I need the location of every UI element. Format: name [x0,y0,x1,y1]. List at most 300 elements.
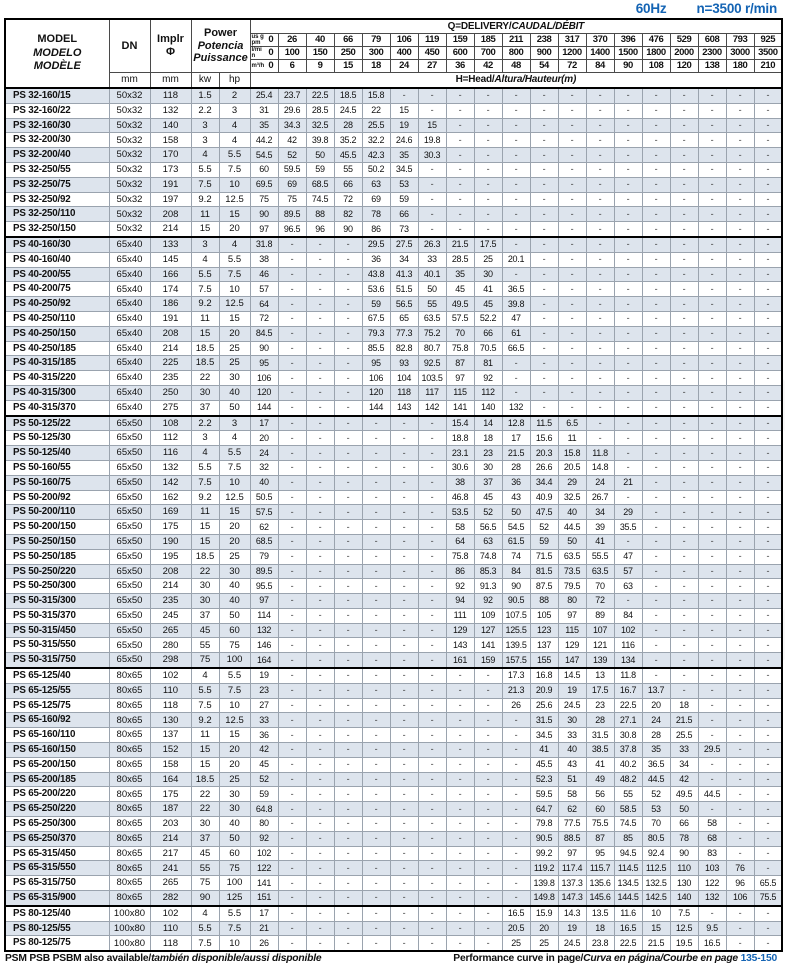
head-value-cell: 115 [446,385,474,400]
head-value-cell: 84 [502,564,530,579]
head-value-cell: - [614,460,642,475]
head-value-cell: 12.5 [670,921,698,936]
head-value-cell: - [642,237,670,252]
head-value-cell: 43 [558,757,586,772]
head-value-cell: - [334,460,362,475]
head-value-cell: - [726,623,754,638]
head-value-cell: 26.3 [418,237,446,252]
head-value-cell: 83 [698,846,726,861]
hp-cell: 50 [219,400,250,415]
head-value-cell: 102 [250,846,278,861]
head-value-cell: - [362,431,390,446]
head-value-cell: - [754,564,782,579]
dn-cell: 80x65 [109,728,150,743]
head-value-cell: 31 [250,103,278,118]
head-value-cell: - [306,846,334,861]
head-value-cell: - [726,713,754,728]
head-value-cell: 19 [558,683,586,698]
flow-value-header: 185 [474,34,502,47]
head-value-cell: 137 [530,638,558,653]
head-value-cell: - [474,876,502,891]
head-value-cell: 34 [390,252,418,267]
head-value-cell: 59 [250,787,278,802]
head-value-cell: - [726,906,754,921]
kw-cell: 22 [191,787,219,802]
head-value-cell: 129 [558,638,586,653]
head-value-cell: - [446,88,474,103]
head-value-cell: 145.6 [586,891,614,906]
head-value-cell: 75.5 [754,891,782,906]
head-value-cell: 140 [474,400,502,415]
head-value-cell: 142 [418,400,446,415]
head-value-cell: 15.8 [362,88,390,103]
head-value-cell: - [698,728,726,743]
head-value-cell: - [334,638,362,653]
hp-cell: 50 [219,831,250,846]
head-value-cell: - [726,133,754,148]
head-value-cell: 11 [558,431,586,446]
hp-cell: 12.5 [219,297,250,312]
head-value-cell: - [642,371,670,386]
head-value-cell: - [418,683,446,698]
head-value-cell: - [670,608,698,623]
head-value-cell: - [334,876,362,891]
head-value-cell: 63 [362,177,390,192]
head-value-cell: - [334,668,362,683]
impeller-cell: 225 [150,356,191,371]
head-value-cell: 69 [362,192,390,207]
head-value-cell: - [642,222,670,237]
head-value-cell: 38.5 [586,743,614,758]
flow-value-header: 119 [418,34,446,47]
head-value-cell: - [474,787,502,802]
head-value-cell: - [306,743,334,758]
kw-cell: 18.5 [191,549,219,564]
head-value-cell: - [754,921,782,936]
head-value-cell: - [754,460,782,475]
model-cell: PS 32-160/15 [5,88,109,103]
head-value-cell: - [278,683,306,698]
head-value-cell: - [698,446,726,461]
head-value-cell: - [754,162,782,177]
table-row [5,579,782,594]
dn-cell: 100x80 [109,921,150,936]
head-value-cell: - [418,475,446,490]
head-value-cell: - [754,638,782,653]
head-value-cell: 75 [278,192,306,207]
dn-cell: 65x40 [109,400,150,415]
head-value-cell: 70 [446,326,474,341]
head-value-cell: - [726,177,754,192]
head-value-cell: 59.5 [278,162,306,177]
kw-cell: 2.2 [191,103,219,118]
head-value-cell: - [530,162,558,177]
head-value-cell: - [306,802,334,817]
head-value-cell: - [306,772,334,787]
head-value-cell: 139 [586,653,614,668]
impeller-cell: 110 [150,921,191,936]
head-value-cell: - [698,490,726,505]
head-value-cell: - [586,311,614,326]
table-row [5,222,782,237]
kw-cell: 11 [191,311,219,326]
flow-zero-value: 0 [268,47,274,59]
impeller-cell: 108 [150,416,191,431]
head-value-cell: - [418,549,446,564]
head-value-cell: - [698,757,726,772]
head-value-cell: - [558,192,586,207]
head-value-cell: - [726,371,754,386]
head-value-cell: 73.5 [558,564,586,579]
head-value-cell: 52 [250,772,278,787]
head-value-cell: 24.6 [390,133,418,148]
head-value-cell: - [278,385,306,400]
head-value-cell: 112 [474,385,502,400]
head-value-cell: 106 [250,371,278,386]
head-value-cell: - [418,460,446,475]
model-cell: PS 65-125/55 [5,683,109,698]
head-value-cell: - [670,638,698,653]
head-value-cell: - [754,683,782,698]
head-value-cell: - [418,743,446,758]
head-value-cell: - [362,861,390,876]
head-value-cell: - [278,876,306,891]
flow-value-header: 108 [642,60,670,73]
head-value-cell: - [306,623,334,638]
head-value-cell: 63 [614,579,642,594]
impeller-cell: 130 [150,713,191,728]
head-value-cell: 22.5 [614,936,642,951]
head-value-cell: 20.1 [502,252,530,267]
head-value-cell: - [670,475,698,490]
flow-unit-label: m³/h [251,63,265,69]
head-value-cell: 88.5 [558,831,586,846]
flow-value-header: 1200 [558,47,586,60]
head-value-cell: - [334,549,362,564]
table-row [5,728,782,743]
hp-cell: 4 [219,133,250,148]
head-value-cell: - [754,207,782,222]
head-value-cell: 89 [586,608,614,623]
head-value-cell: - [502,876,530,891]
head-value-cell: 84 [614,608,642,623]
kw-cell: 22 [191,371,219,386]
head-value-cell: 56.5 [474,520,502,535]
head-value-cell: 134 [614,653,642,668]
table-row [5,252,782,267]
head-value-cell: - [474,668,502,683]
head-value-cell: - [530,222,558,237]
impeller-cell: 137 [150,728,191,743]
head-value-cell: - [698,341,726,356]
model-cell: PS 32-160/30 [5,118,109,133]
head-value-cell: - [530,103,558,118]
model-cell: PS 65-315/550 [5,861,109,876]
head-value-cell: - [418,579,446,594]
head-value-cell: - [726,772,754,787]
head-value-cell: - [698,177,726,192]
head-value-cell: - [362,772,390,787]
head-value-cell: 30 [558,713,586,728]
head-value-cell: 43 [502,490,530,505]
head-value-cell: - [530,356,558,371]
head-value-cell: 146 [250,638,278,653]
hp-cell: 5.5 [219,906,250,921]
model-cell: PS 40-160/30 [5,237,109,252]
model-cell: PS 65-315/450 [5,846,109,861]
kw-cell: 3 [191,133,219,148]
kw-cell: 5.5 [191,460,219,475]
head-value-cell: - [670,579,698,594]
head-value-cell: - [754,698,782,713]
head-value-cell: - [726,490,754,505]
dn-cell: 65x50 [109,520,150,535]
head-value-cell: 11.8 [586,446,614,461]
head-value-cell: - [670,118,698,133]
impeller-cell: 191 [150,311,191,326]
hp-cell: 10 [219,475,250,490]
head-value-cell: - [502,385,530,400]
head-value-cell: - [698,802,726,817]
head-value-cell: 10 [642,906,670,921]
head-value-cell: - [334,446,362,461]
head-value-cell: 142.5 [642,891,670,906]
head-value-cell: 49.5 [670,787,698,802]
flow-zero-value: 0 [268,34,274,46]
head-value-cell: - [334,921,362,936]
head-value-cell: 21.5 [642,936,670,951]
impeller-cell: 280 [150,638,191,653]
table-row [5,177,782,192]
head-value-cell: - [670,683,698,698]
head-value-cell: 125.5 [502,623,530,638]
impeller-header-line: Φ [165,46,176,58]
head-value-cell: - [754,520,782,535]
head-value-cell: - [670,416,698,431]
head-value-cell: - [754,906,782,921]
head-value-cell: - [558,148,586,163]
head-value-cell: - [418,192,446,207]
model-cell: PS 50-200/150 [5,520,109,535]
table-row [5,162,782,177]
head-value-cell: 6.5 [558,416,586,431]
head-value-cell: 45.5 [530,757,558,772]
head-value-cell: 44.2 [250,133,278,148]
head-value-cell: - [558,282,586,297]
head-value-cell: - [586,282,614,297]
head-value-cell: 26 [250,936,278,951]
hp-cell: 4 [219,431,250,446]
head-value-cell: - [474,148,502,163]
head-value-cell: - [614,282,642,297]
head-value-cell: 45 [474,297,502,312]
head-value-cell: 139.5 [502,638,530,653]
head-value-cell: 96.5 [278,222,306,237]
head-value-cell: 95 [250,356,278,371]
head-value-cell: - [418,831,446,846]
head-value-cell: - [726,817,754,832]
head-value-cell: - [362,891,390,906]
head-value-cell: - [754,222,782,237]
head-value-cell: - [390,787,418,802]
head-value-cell: 60 [586,802,614,817]
head-value-cell: - [614,594,642,609]
hp-cell: 30 [219,802,250,817]
impeller-cell: 195 [150,549,191,564]
head-value-cell: - [614,162,642,177]
head-value-cell: - [698,356,726,371]
head-value-cell: 34.5 [390,162,418,177]
head-value-cell: 24.5 [334,103,362,118]
head-value-cell: 29.5 [698,743,726,758]
head-value-cell: 16.8 [530,668,558,683]
head-value-cell: - [698,103,726,118]
head-value-cell: - [754,653,782,668]
head-value-cell: - [278,743,306,758]
model-cell: PS 50-200/92 [5,490,109,505]
head-value-cell: 15 [418,118,446,133]
head-value-cell: 23 [586,698,614,713]
head-value-cell: - [558,103,586,118]
head-value-cell: - [334,534,362,549]
head-header [250,73,782,89]
head-value-cell: 54.5 [502,520,530,535]
model-cell: PS 50-250/185 [5,549,109,564]
head-value-cell: - [698,534,726,549]
head-value-cell: 19 [250,668,278,683]
head-value-cell: - [754,623,782,638]
head-value-cell: 34 [586,505,614,520]
head-value-cell: 43.8 [362,267,390,282]
dn-cell: 65x40 [109,341,150,356]
head-value-cell: - [446,757,474,772]
head-value-cell: 92 [446,579,474,594]
head-value-cell: 32.5 [558,490,586,505]
flow-value-header: 18 [362,60,390,73]
head-value-cell: 41 [474,282,502,297]
head-value-cell: - [418,564,446,579]
head-value-cell: 44.5 [642,772,670,787]
head-value-cell: - [446,222,474,237]
kw-cell: 22 [191,564,219,579]
head-value-cell: - [642,400,670,415]
head-value-cell: 132.5 [642,876,670,891]
head-value-cell: - [614,534,642,549]
head-value-cell: - [446,861,474,876]
head-value-cell: - [642,460,670,475]
kw-cell: 37 [191,400,219,415]
head-value-cell: - [698,431,726,446]
impeller-cell: 158 [150,757,191,772]
dn-cell: 50x32 [109,148,150,163]
head-value-cell: - [698,133,726,148]
kw-cell: 7.5 [191,698,219,713]
table-row [5,802,782,817]
model-cell: PS 50-250/220 [5,564,109,579]
head-value-cell: - [362,460,390,475]
impeller-cell: 116 [150,446,191,461]
head-value-cell: - [726,534,754,549]
head-value-cell: - [726,683,754,698]
dn-cell: 80x65 [109,817,150,832]
impeller-cell: 145 [150,252,191,267]
head-value-cell: - [502,162,530,177]
head-value-cell: - [754,861,782,876]
head-value-cell: 21 [614,475,642,490]
head-value-cell: 11.5 [530,416,558,431]
head-value-cell: - [306,400,334,415]
model-cell: PS 65-200/220 [5,787,109,802]
head-value-cell: - [698,698,726,713]
head-value-cell: - [502,207,530,222]
head-value-cell: - [642,88,670,103]
dn-cell: 80x65 [109,802,150,817]
flow-value-header: 396 [614,34,642,47]
head-value-cell: - [306,728,334,743]
dn-cell: 100x80 [109,906,150,921]
head-value-cell: 147.3 [558,891,586,906]
head-value-cell: - [586,88,614,103]
head-value-cell: - [586,416,614,431]
head-value-cell: 63.5 [558,549,586,564]
hp-cell: 25 [219,356,250,371]
head-value-cell: - [306,549,334,564]
head-value-cell: - [278,460,306,475]
head-value-cell: - [586,400,614,415]
impeller-cell: 214 [150,341,191,356]
head-value-cell: 15.8 [558,446,586,461]
table-row [5,297,782,312]
delivery-header [250,19,782,34]
head-value-cell: 35 [390,148,418,163]
impeller-cell: 118 [150,698,191,713]
head-value-cell: - [390,88,418,103]
hp-cell: 25 [219,341,250,356]
head-value-cell: 74 [502,549,530,564]
head-value-cell: - [446,906,474,921]
head-value-cell: 88 [530,594,558,609]
head-value-cell: - [418,846,446,861]
dn-cell: 80x65 [109,683,150,698]
head-value-cell: - [390,505,418,520]
head-value-cell: - [614,252,642,267]
head-value-cell: 36.5 [502,282,530,297]
head-value-cell: 27.5 [390,237,418,252]
flow-value-header: 24 [390,60,418,73]
head-value-cell: - [586,356,614,371]
head-value-cell: - [334,698,362,713]
table-row [5,267,782,282]
head-value-cell: 79 [250,549,278,564]
table-row [5,534,782,549]
hp-cell: 75 [219,638,250,653]
head-value-cell: - [446,772,474,787]
head-value-cell: - [418,222,446,237]
head-value-cell: - [642,431,670,446]
head-value-cell: - [530,371,558,386]
head-value-cell: 28.5 [446,252,474,267]
head-value-cell: 25.5 [670,728,698,743]
head-value-cell: - [698,311,726,326]
head-value-cell: - [614,311,642,326]
head-value-cell: 39.8 [502,297,530,312]
head-value-cell: - [586,118,614,133]
table-row [5,431,782,446]
hp-cell: 20 [219,520,250,535]
head-value-cell: - [390,623,418,638]
impeller-cell: 214 [150,831,191,846]
head-value-cell: 68 [698,831,726,846]
